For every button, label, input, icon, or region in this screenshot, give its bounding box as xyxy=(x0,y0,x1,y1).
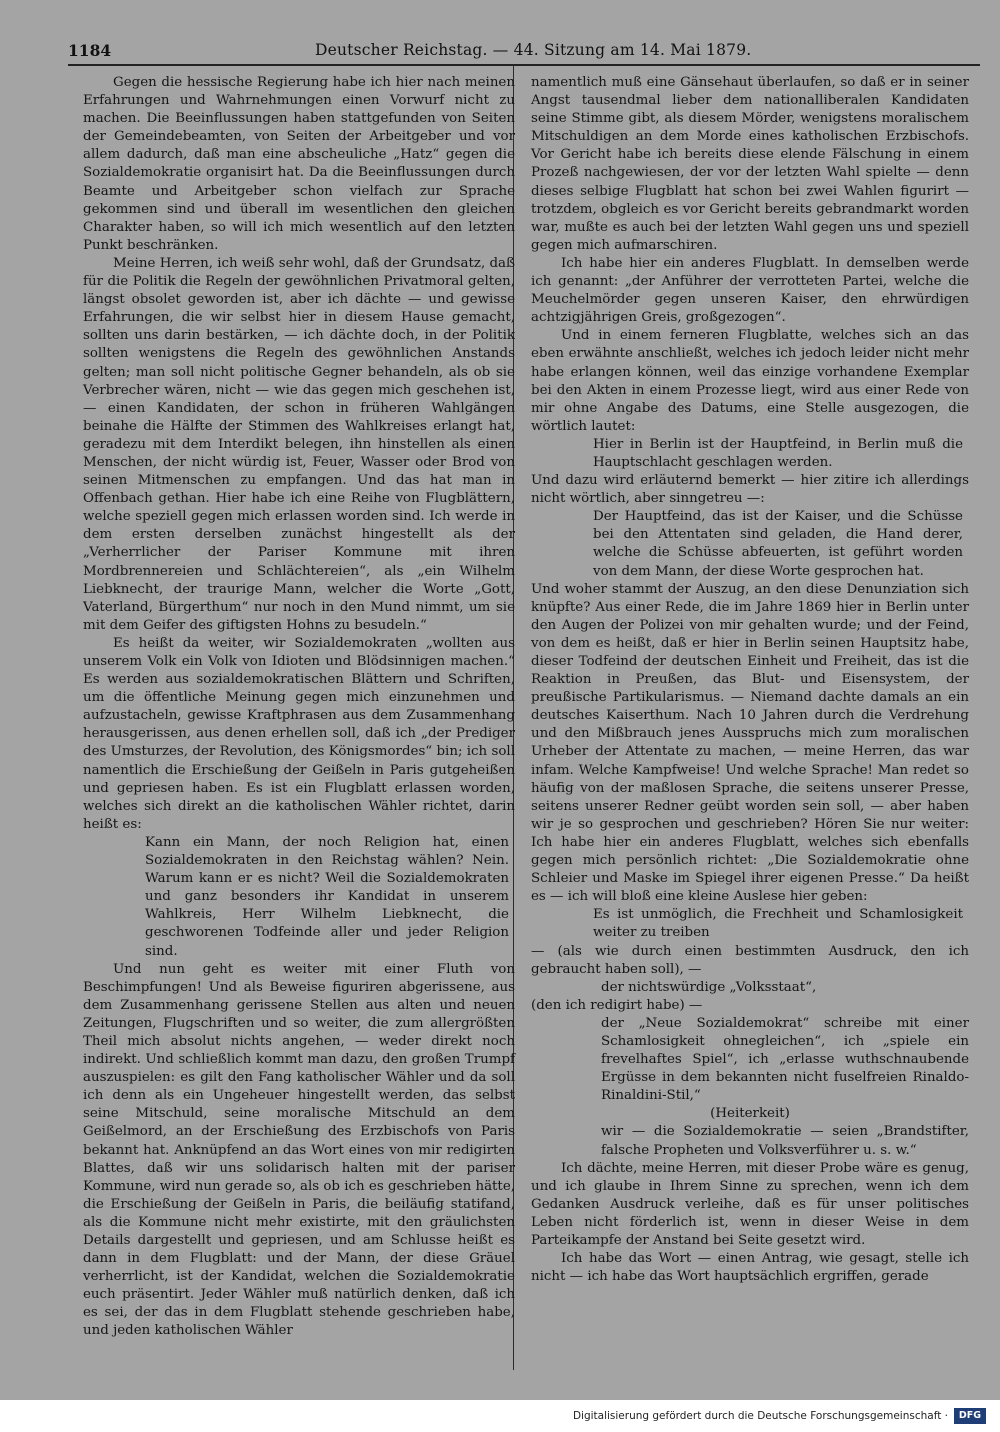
block-quote: Kann ein Mann, der noch Religion hat, einen Sozialdemokraten in den Reichstag wählen? Nein. Warum kann er es nicht? Weil die Sozialdemokraten und ganz besonders ihr Kandidat in unserem Wahlkreis, Herr Wilhelm Liebknecht, die geschworenen Todfeinde aller und jeder Religion sind. xyxy=(145,834,509,959)
right-column xyxy=(531,74,969,1286)
paragraph: Und woher stammt der Auszug, an den diese Denunziation sich knüpfte? Aus einer Rede, die im Jahre 1869 hier in Berlin unter den Augen der Polizei von mir gehalten wurde; und der Feind, von dem es heißt, daß er hier in Berlin seinen Hauptsitz habe, dieser Todfeind der deutschen Einheit und Freiheit, das ist die Reaktion in Preußen, das Blut- und Eisensystem, der preußische Partikularismus. — Niemand dachte damals an ein deutsches Kaiserthum. Nach 10 Jahren durch die Verdrehung und den Mißbrauch jenes Ausspruchs mich zum moralischen Urheber der Attentate zu machen, — meine Herren, das war infam. Welche Kampfweise! Und welche Sprache! Man redet so häufig von der maßlosen Sprache, die seitens unserer Presse, seitens unserer Redner geübt worden sein soll, — aber haben wir je so gesprochen und geschrieben? Hören Sie nur weiter: Ich habe hier ein anderes Flugblatt, welches sich ebenfalls gegen mich persönlich richtet: „Die Sozialdemokratie ohne Schleier und Maske im Spiegel ihrer eigenen Presse.“ Da heißt es — ich will bloß eine kleine Auslese hier geben: xyxy=(531,581,969,905)
block-quote: Hier in Berlin ist der Hauptfeind, in Berlin muß die Hauptschlacht geschlagen werden. xyxy=(593,436,963,470)
dfg-logo[interactable]: DFG xyxy=(954,1408,986,1424)
interjection: (Heiterkeit) xyxy=(710,1106,790,1122)
paragraph: Und dazu wird erläuternd bemerkt — hier zitire ich allerdings nicht wörtlich, aber sinngetreu —: xyxy=(531,473,969,507)
paragraph: Ich habe hier ein anderes Flugblatt. In demselben werde ich genannt: „der Anführer der verrotteten Partei, welche die Meuchelmörder gegen unseren Kaiser, den ehrwürdigen achtzigjährigen Greis, großgezogen“. xyxy=(531,255,969,326)
paragraph: Ich habe das Wort — einen Antrag, wie gesagt, stelle ich nicht — ich habe das Wort hauptsächlich ergriffen, gerade xyxy=(531,1251,969,1285)
paragraph: Es heißt da weiter, wir Sozialdemokraten „wollten aus unserem Volk ein Volk von Idioten und Blödsinnigen machen.“ Es werden aus sozialdemokratischen Blättern und Schriften, um die öffentliche Meinung gegen mich einzunehmen und aufzustacheln, gewisse Kraftphrasen aus dem Zusammenhang herausgerissen, aus denen erhellen soll, daß ich „der Prediger des Umsturzes, der Revolution, des Königsmordes“ bin; ich soll namentlich die Erschießung der Geißeln in Paris gutgeheißen und gepriesen haben. Es ist ein Flugblatt erlassen worden, welches sich direkt an die katholischen Wähler richtet, darin heißt es: xyxy=(83,635,515,832)
funding-credit: Digitalisierung gefördert durch die Deutsche Forschungsgemeinschaft · xyxy=(572,1410,948,1422)
paragraph: Meine Herren, ich weiß sehr wohl, daß der Grundsatz, daß für die Politik die Regeln der gewöhnlichen Privatmoral gelten, längst obsolet geworden ist, aber ich dächte — und gewisse Erfahrungen, die wir selbst hier in diesem Hause gemacht, sollten uns darin bestärken, — ich dächte doch, in der Politik sollten wenigstens die Regeln des gewöhnlichen Anstands gelten; man soll nicht politische Gegner behandeln, als ob sie Verbrecher wären, nicht — wie das gegen mich geschehen ist, — einen Kandidaten, der schon in früheren Wahlgängen beinahe die Hälfte der Stimmen des Wahlkreises erlangt hat, geradezu mit dem Interdikt belegen, ihn hinstellen als einen Menschen, der nicht würdig ist, Feuer, Wasser oder Brod von seinen Mitmenschen zu empfangen. Und das hat man in Offenbach gethan. Hier habe ich eine Reihe von Flugblättern, welche speziell gegen mich erlassen worden sind. Ich werde in dem ersten derselben zunächst hingestellt als der „Verherrlicher der Pariser Kommune mit ihren Mordbrennereien und Schlächtereien“, als „ein Wilhelm Liebknecht, der traurige Mann, welcher die Worte „Gott, Vaterland, Bürgerthum“ nur noch in den Mund nimmt, um sie mit dem Geifer des giftigsten Hohns zu besudeln.“ xyxy=(83,255,515,633)
header-rule xyxy=(68,64,980,66)
block-quote: der „Neue Sozialdemokrat“ schreibe mit einer Schamlosigkeit ohnegleichen“, ich „spiele ein frevelhaftes Spiel“, ich „erlasse wuthschnaubende Ergüsse in dem bekannten nicht fuselfreien Rinaldo-Rinaldini-Stil,“ xyxy=(601,1015,969,1104)
footer-bar xyxy=(0,1400,1000,1432)
left-column xyxy=(83,74,515,1341)
paragraph: (den ich redigirt habe) — xyxy=(531,997,703,1013)
block-quote: wir — die Sozialdemokratie — seien „Brandstifter, falsche Propheten und Volksverführer u. s. w.“ xyxy=(601,1124,969,1158)
running-header xyxy=(60,41,980,65)
block-quote: der nichtswürdige „Volksstaat“, xyxy=(601,979,817,995)
page-title: Deutscher Reichstag. — 44. Sitzung am 14. Mai 1879. xyxy=(315,41,752,59)
paragraph: namentlich muß eine Gänsehaut überlaufen, so daß er in seiner Angst tausendmal lieber dem nationalliberalen Kandidaten seine Stimme gibt, als diesem Mörder, wenigstens moralischem Mitschuldigen an dem Morde eines katholischen Erzbischofs. Vor Gericht habe ich bereits diese elende Fälschung in einem Prozeß nachgewiesen, der vor der letzten Wahl spielte — denn dieses selbige Flugblatt hat schon bei zwei Wahlen figurirt — trotzdem, obgleich es vor Gericht bereits gebrandmarkt worden war, mußte es auch bei der letzten Wahl gegen uns und speziell gegen mich aufmarschiren. xyxy=(531,75,969,253)
block-quote: Der Hauptfeind, das ist der Kaiser, und die Schüsse bei den Attentaten sind geladen, die Hand derer, welche die Schüsse abfeuerten, ist geführt worden von dem Mann, der diese Worte gesprochen hat. xyxy=(593,509,963,579)
paragraph: — (als wie durch einen bestimmten Ausdruck, den ich gebraucht haben soll), — xyxy=(531,943,969,977)
paragraph: Und nun geht es weiter mit einer Fluth von Beschimpfungen! Und als Beweise figuriren abgerissene, aus dem Zusammenhang gerissene Stellen aus alten und neuen Zeitungen, Flugschriften und so weiter, die zum allergrößten Theil mich absolut nichts angehen, — weder direkt noch indirekt. Und schließlich kommt man dazu, den großen Trumpf auszuspielen: es gilt den Fang katholischer Wähler und da soll ich denn als ein Ungeheuer hingestellt werden, das selbst seine Mitschuld, seine moralische Mitschuld an dem Geißelmord, an der Erschießung des Erzbischofs von Paris bekannt hat. Anknüpfend an das Wort eines von mir redigirten Blattes, daß wir uns solidarisch halten mit der pariser Kommune, wird nun gerade so, als ob ich es geschrieben hätte, die Erschießung der Geißeln in Paris, die beiläufig statifand, als die Kommune nicht mehr existirte, mit den gräulichsten Details dargestellt und gepriesen, und am Schlusse heißt es dann in dem Flugblatt: und der Mann, der diese Gräuel verherrlicht, ist der Kandidat, welchen die Sozialdemokratie euch präsentirt. Jeder Wähler muß natürlich denken, daß ich es sei, der das in dem Flugblatt stehende geschrieben habe, und jeden katholischen Wähler xyxy=(83,961,515,1339)
paragraph: Ich dächte, meine Herren, mit dieser Probe wäre es genug, und ich glaube in Ihrem Sinne zu sprechen, wenn ich dem Gedanken Ausdruck verleihe, daß es für unser politisches Leben nicht förderlich ist, wenn in dieser Weise in dem Parteikampfe der Anstand bei Seite gesetzt wird. xyxy=(531,1160,969,1248)
paragraph: Gegen die hessische Regierung habe ich hier nach meinen Erfahrungen und Wahrnehmungen einen Vorwurf nicht zu machen. Die Beeinflussungen haben stattgefunden von Seiten der Gemeindebeamten, von Seiten der Arbeitgeber und vor allem dadurch, daß man eine abscheuliche „Hatz“ gegen die Sozialdemokratie organisirt hat. Da die Beeinflussungen durch Beamte und Arbeitgeber schon vielfach zur Sprache gekommen sind und überall im wesentlichen den gleichen Charakter haben, so will ich mich wesentlich auf den letzten Punkt beschränken. xyxy=(83,75,515,253)
page-number: 1184 xyxy=(68,41,112,60)
block-quote: Es ist unmöglich, die Frechheit und Schamlosigkeit weiter zu treiben xyxy=(593,907,963,941)
paragraph: Und in einem ferneren Flugblatte, welches sich an das eben erwähnte anschließt, welches ich jedoch leider nicht mehr habe erlangen können, weil das einzige vorhandene Exemplar bei den Akten in einem Prozesse liegt, wird aus einer Rede von mir ohne Angabe des Datums, eine Stelle ausgezogen, die wörtlich lautet: xyxy=(531,328,969,434)
